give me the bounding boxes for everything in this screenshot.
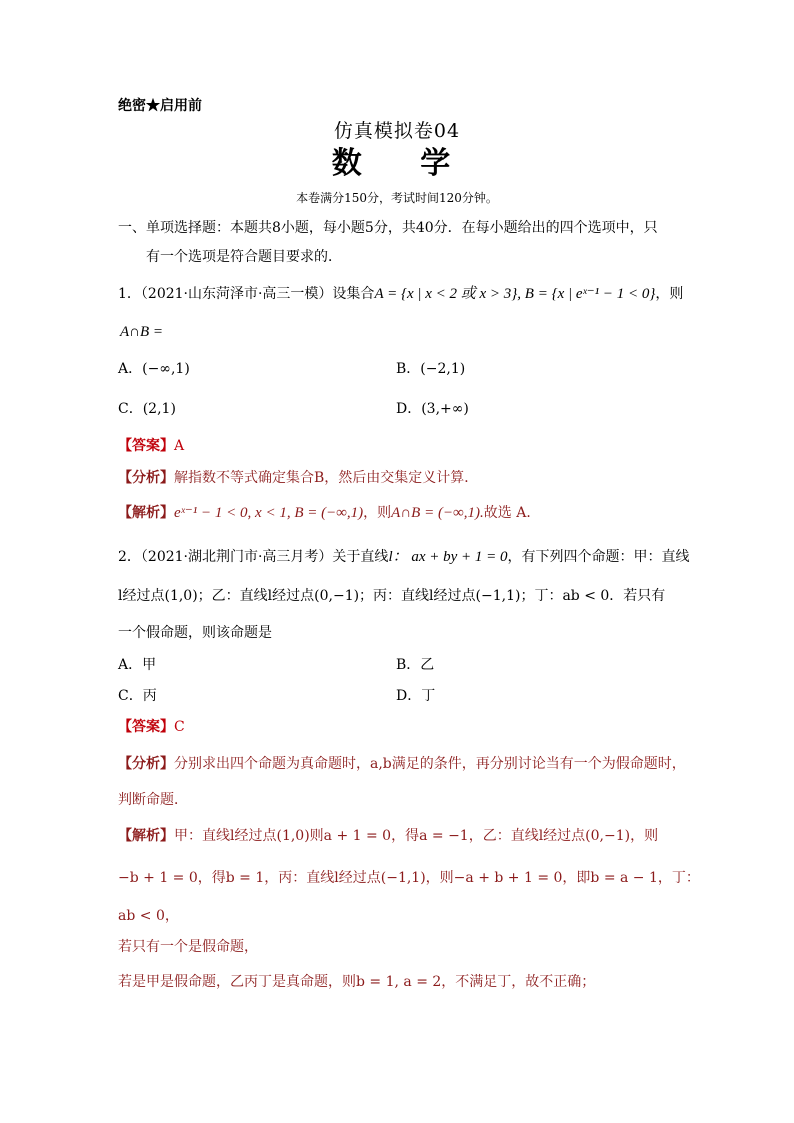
q1-option-b: B．(−2,1) <box>396 361 466 377</box>
q1-analysis-tag: 【分析】 <box>118 470 174 486</box>
q1-stem-suffix: ，则 <box>655 286 684 302</box>
subject-title: 数 学 <box>331 146 475 181</box>
score-time-note: 本卷满分150分，考试时间120分钟。 <box>296 191 498 205</box>
section-heading-line2: 有一个选项是符合题目要求的． <box>146 249 342 265</box>
q2-stem-math: l： ax + by + 1 = 0 <box>388 549 508 565</box>
q2-solution-line5: 若是甲是假命题，乙丙丁是真命题，则b = 1, a = 2，不满足丁，故不正确； <box>118 974 596 990</box>
q1-solution-mid: ，则 <box>363 505 392 521</box>
q2-stem-suffix: ，有下列四个命题：甲：直线 <box>507 549 690 565</box>
q2-answer-tag: 【答案】 <box>118 719 174 735</box>
q1-stem-line2: A∩B = <box>120 324 164 340</box>
q2-stem-line1 <box>118 547 690 567</box>
q1-solution-math: eˣ⁻¹ − 1 < 0, x < 1, B = (−∞,1) <box>174 505 364 521</box>
q1-stem-prefix: 1．（2021·山东菏泽市·高三一模）设集合 <box>118 286 375 302</box>
q2-analysis-line1 <box>118 754 686 774</box>
q2-option-c: C．丙 <box>118 688 157 704</box>
q2-solution-line4: 若只有一个是假命题， <box>118 939 258 955</box>
q1-option-d: D．(3,+∞) <box>396 401 469 417</box>
q2-option-d: D．丁 <box>396 688 436 704</box>
q1-answer-tag: 【答案】 <box>118 438 174 454</box>
q2-stem-line3: 一个假命题，则该命题是 <box>118 625 272 641</box>
q1-stem-math: A = {x | x < 2 或 x > 3}, B = {x | eˣ⁻¹ − 1 < 0} <box>374 286 656 302</box>
q2-solution-line1 <box>118 826 658 846</box>
q2-option-b: B．乙 <box>396 657 435 673</box>
q2-solution-text1: 甲：直线l经过点(1,0)则a + 1 = 0，得a = −1，乙：直线l经过点(0,−1)，则 <box>174 828 659 844</box>
secret-label: 绝密★启用前 <box>118 98 202 114</box>
q2-solution-tag: 【解析】 <box>118 828 174 844</box>
q1-answer-value: A <box>174 438 185 454</box>
q2-solution-line2: −b + 1 = 0，得b = 1，丙：直线l经过点(−1,1)，则−a + b + 1 = 0，即b = a − 1，丁： <box>118 870 700 886</box>
q1-option-c: C．(2,1) <box>118 401 176 417</box>
q2-option-a: A．甲 <box>118 657 157 673</box>
q2-analysis-line2: 判断命题． <box>118 792 188 808</box>
q1-solution-tag: 【解析】 <box>118 505 174 521</box>
q1-answer <box>118 436 184 456</box>
exam-title: 仿真模拟卷04 <box>333 120 461 142</box>
q2-stem-prefix: 2．（2021·湖北荆门市·高三月考）关于直线 <box>118 549 389 565</box>
q1-analysis <box>118 468 478 488</box>
q2-stem-line2: l经过点(1,0)；乙：直线l经过点(0,−1)；丙：直线l经过点(−1,1)；丁：ab < 0．若只有 <box>118 588 666 604</box>
q2-analysis-tag: 【分析】 <box>118 756 174 772</box>
q1-stem <box>118 284 683 304</box>
q1-analysis-text: 解指数不等式确定集合B，然后由交集定义计算． <box>174 470 479 486</box>
q1-option-a: A．(−∞,1) <box>118 361 190 377</box>
q2-analysis-text: 分别求出四个命题为真命题时，a,b满足的条件，再分别讨论当有一个为假命题时， <box>174 756 686 772</box>
q1-solution <box>118 503 540 523</box>
q2-answer-value: C <box>174 719 185 735</box>
q2-solution-line3: ab < 0， <box>118 908 179 924</box>
q1-solution-end: 故选 A． <box>483 505 541 521</box>
q1-solution-math2: A∩B = (−∞,1). <box>391 505 484 521</box>
section-heading-line1: 一、单项选择题：本题共8小题，每小题5分，共40分．在每小题给出的四个选项中，只 <box>118 220 658 236</box>
q2-answer <box>118 717 185 737</box>
